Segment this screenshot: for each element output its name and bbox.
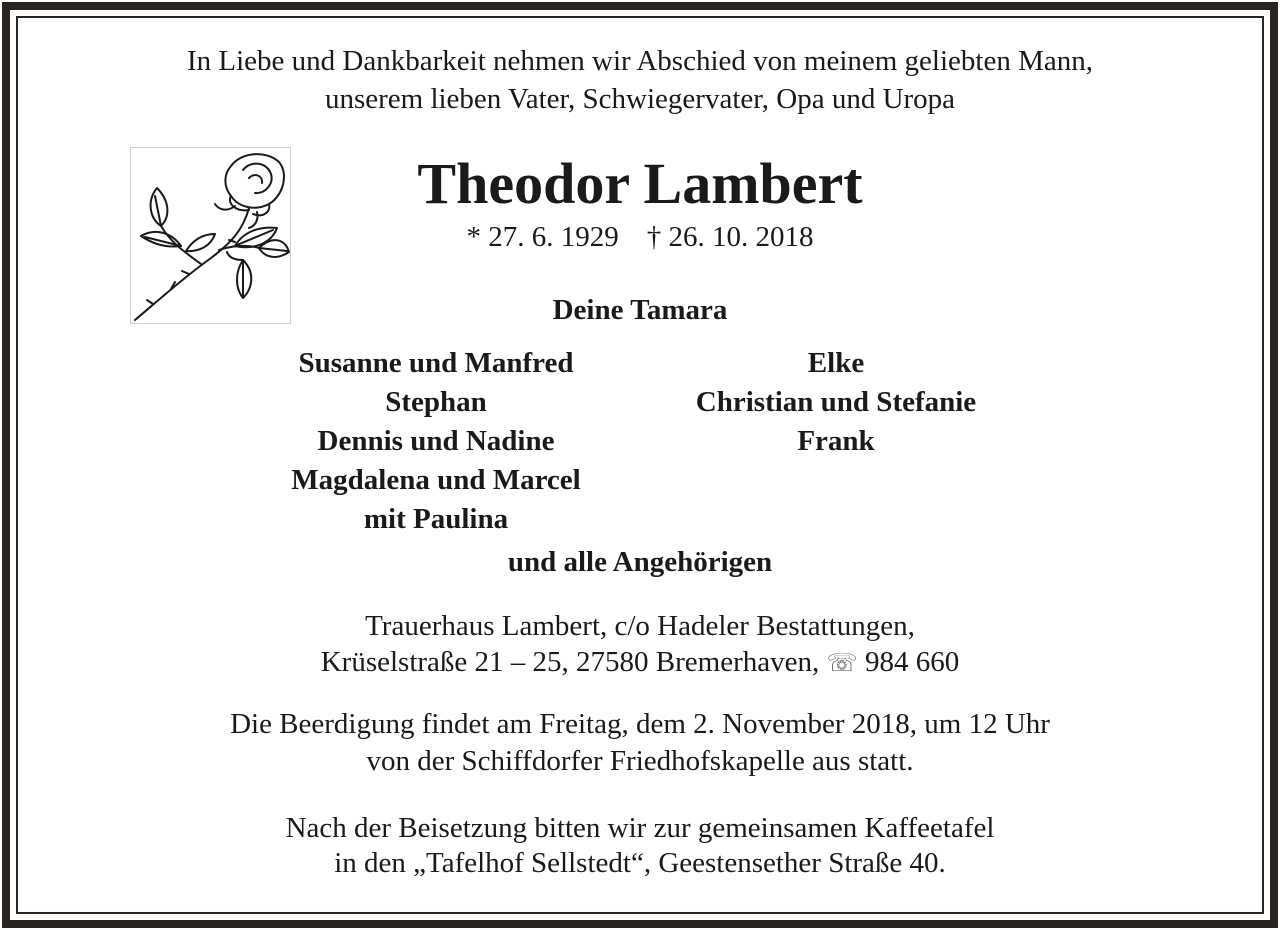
- mourner-entry: Magdalena und Marcel: [291, 464, 581, 496]
- funeral-line-1: Die Beerdigung findet am Freitag, dem 2. November 2018, um 12 Uhr: [230, 708, 1050, 740]
- life-dates: [0, 219, 1280, 255]
- intro-line-1: In Liebe und Dankbarkeit nehmen wir Abschied von meinem geliebten Mann,: [187, 45, 1093, 77]
- phone-number: 984 660: [865, 646, 960, 678]
- mourner-entry: Stephan: [385, 386, 487, 418]
- intro-line-2: unserem lieben Vater, Schwiegervater, Opa und Uropa: [324, 83, 956, 115]
- reception-line-2: in den „Tafelhof Sellstedt“, Geestensether Straße 40.: [334, 847, 946, 879]
- address-line-1: Trauerhaus Lambert, c/o Hadeler Bestattungen,: [365, 610, 915, 642]
- mourners-left-column: [236, 344, 636, 539]
- mourner-entry: Christian und Stefanie: [695, 386, 977, 418]
- outer-frame: [2, 2, 1278, 928]
- mourners-right-column: [636, 344, 1036, 461]
- phone-icon: ☏: [826, 648, 858, 677]
- relatives-closing: und alle Angehörigen: [507, 546, 773, 578]
- birth-date: * 27. 6. 1929: [466, 221, 619, 253]
- funeral-line-2: von der Schiffdorfer Friedhofskapelle aus statt.: [366, 745, 914, 777]
- mourner-entry: Frank: [797, 425, 875, 457]
- mourner-entry: mit Paulina: [363, 503, 509, 535]
- address-street: Krüselstraße 21 – 25, 27580 Bremerhaven,: [320, 646, 820, 678]
- reception-line-1: Nach der Beisetzung bitten wir zur gemeinsamen Kaffeetafel: [285, 812, 995, 844]
- mourner-entry: Dennis und Nadine: [317, 425, 555, 457]
- deceased-name: Theodor Lambert: [417, 151, 863, 216]
- mourner-entry: Susanne und Manfred: [298, 347, 574, 379]
- mourner-entry: Elke: [807, 347, 865, 379]
- death-date: † 26. 10. 2018: [646, 221, 814, 253]
- spouse-name: Deine Tamara: [552, 294, 728, 326]
- address-line-2: [0, 644, 1280, 681]
